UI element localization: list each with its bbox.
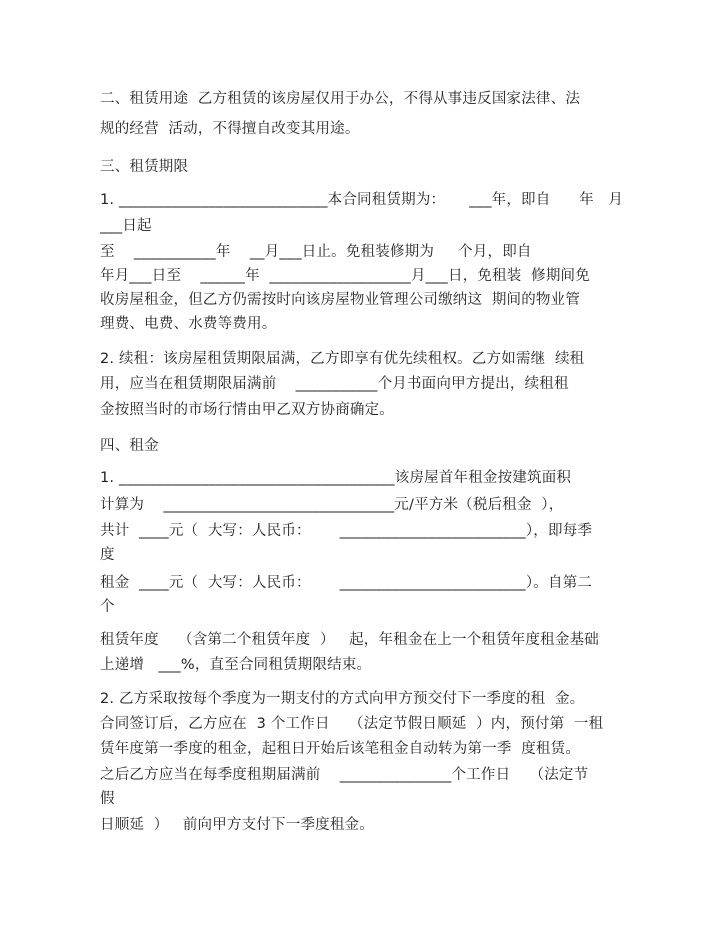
section-3-item-1-line-5: 收房屋租金，但乙方仍需按时向该房屋物业管理公司缴纳这 期间的物业管	[100, 292, 581, 308]
section-4-item-1-line-6: 个	[100, 599, 115, 615]
section-3-item-1-line-4: 年月___日至 ______年 ___________________月___日，免租装 修期间免	[100, 268, 590, 284]
section-2-line-1: 二、租赁用途 乙方租赁的该房屋仅用于办公，不得从事违反国家法律、法	[100, 91, 581, 107]
section-4-item-2-line-5: 假	[100, 791, 115, 807]
section-4-item-2-line-6: 日顺延 ） 前向甲方支付下一季度租金。	[100, 817, 374, 833]
section-4-item-1-line-7: 租赁年度 （含第二个租赁年度 ） 起，年租金在上一个租赁年度租金基础	[100, 632, 599, 648]
section-3-item-1-line-6: 理费、电费、水费等费用。	[100, 316, 277, 332]
section-4-heading: 四、租金	[100, 438, 159, 454]
section-3-item-2-line-1: 2. 续租：该房屋租赁期限届满，乙方即享有优先续租权。乙方如需继 续租	[100, 351, 585, 367]
section-3-item-1-line-3: 至 ___________年 __月___日止。免租装修期为 个月，即自	[100, 244, 532, 260]
section-3-item-1-line-1: 1. ____________________________本合同租赁期为： ___年，即自 年 月	[100, 192, 624, 208]
section-2-line-2: 规的经营 活动，不得擅自改变其用途。	[100, 121, 360, 137]
section-4-item-2-line-1: 2. 乙方采取按每个季度为一期支付的方式向甲方预交付下一季度的租 金。	[100, 691, 585, 707]
section-4-item-1-line-5: 租金 ____元（ 大写：人民币： _________________________）。自第二	[100, 575, 593, 591]
section-4-item-2-line-2: 合同签订后，乙方应在 3 个工作日 （法定节假日顺延 ）内，预付第 一租	[100, 716, 604, 732]
section-4-item-1-line-4: 度	[100, 547, 115, 563]
section-3-item-2-line-2: 用，应当在租赁期限届满前 ___________个月书面向甲方提出，续租租	[100, 376, 569, 392]
section-4-item-2-line-4: 之后乙方应当在每季度租期届满前 _______________个工作日 （法定节	[100, 767, 589, 783]
section-4-item-1-line-1: 1. _____________________________________该房屋首年租金按建筑面积	[100, 470, 572, 486]
section-3-item-1-line-2: ___日起	[100, 218, 152, 234]
section-4-item-1-line-3: 共计 ____元（ 大写：人民币： _________________________），即每季	[100, 523, 593, 539]
section-3-item-2-line-3: 金按照当时的市场行情由甲乙双方协商确定。	[100, 402, 394, 418]
section-4-item-1-line-2: 计算为 _______________________________元/平方米（税后租金 ），	[100, 497, 564, 513]
section-4-item-2-line-3: 赁年度第一季度的租金，起租日开始后该笔租金自动转为第一季 度租赁。	[100, 741, 581, 757]
section-3-heading: 三、租赁期限	[100, 159, 189, 175]
section-4-item-1-line-8: 上递增 ___%，直至合同租赁期限结束。	[100, 657, 372, 673]
